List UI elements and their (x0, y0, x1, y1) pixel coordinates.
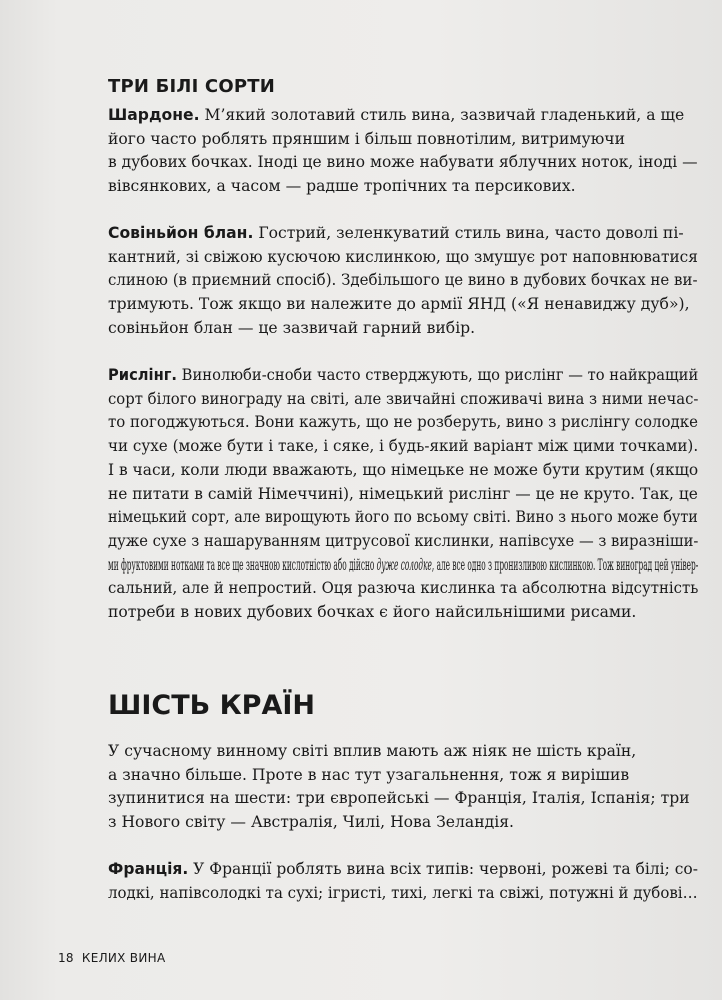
page-footer (58, 951, 165, 965)
paragraph-france: Франція. У Франції роблять вина всіх типів: червоні, рожеві та білі; со- лодкі, напівсолодкі та сухі; ігристі, тихі, легкі та свіжі, потужні й дубові… (108, 860, 698, 902)
lead-chardonnay: Шардоне. (108, 106, 200, 124)
lead-riesling: Рислінг. (108, 366, 178, 384)
running-title: КЕЛИХ ВИНА (81, 951, 166, 965)
emphasis-very-sweet: дуже солодке (376, 555, 432, 574)
paragraph-sauvignon: Совіньйон блан. Гострий, зеленкуватий стиль вина, часто доволі пі- кантний, зі свіжою кусючою кислинкою, що змушує рот наповнюватися слиною (в приємний спосіб). Здебільшого це вино в дубових бочках не ви- тримують. Тож якщо ви належите до армії ЯНД («Я ненавиджу дуб»), совіньйон блан — це зазвичай гарний вибір. (108, 224, 698, 337)
section-heading-three-whites: ТРИ БІЛІ СОРТИ (108, 76, 275, 97)
section-heading-six-countries: ШІСТЬ КРАЇН (108, 690, 316, 721)
page-number: 18 (58, 951, 74, 965)
lead-france: Франція. (108, 860, 189, 878)
paragraph-intro: У сучасному винному світі вплив мають аж ніяк не шість країн, а значно більше. Проте в нас тут узагальнення, тож я вирішив зупинитися на шести: три європейські — Франція, Італія, Іспанія; три з Нового світу — Австралія, Чилі, Нова Зеландія. (108, 742, 690, 832)
lead-sauvignon: Совіньйон блан. (108, 224, 254, 242)
paragraph-chardonnay: Шардоне. М’який золотавий стиль вина, зазвичай гладенький, а ще його часто роблять пряншим і більш повнотілим, витримуючи в дубових бочках. Іноді це вино може набувати яблучних ноток, іноді — вівсянкових, а часом — радше тропічних та персикових. (108, 106, 698, 196)
paragraph-riesling: Рислінг. Винолюби-сноби часто стверджують, що рислінг — то найкращий сорт білого винограду на світі, але звичайні споживачі вина з ними нечас- то погоджуються. Вони кажуть, що не розберуть, вино з рислінгу солодке чи сухе (може бути і таке, і сяке, і будь-який варіант між цими точками). І в часи, коли люди вважають, що німецьке не може бути крутим (якщо не питати в самій Німеччині), німецький рислінг — це не круто. Так, це німецький сорт, але вирощують його по всьому світі. Вино з нього може бути дуже сухе з нашаруванням цитрусової кислинки, напівсухе — з виразніши- ми фруктовими нотками та все ще значною кислотністю або дійсно дуже солодке, але все одно з пронизливою кислинкою. Тож виноград цей універ- сальний, але й непростий. Оця разюча кислинка та абсолютна відсутність потреби в нових дубових бочках є його найсильнішими рисами. (108, 366, 699, 622)
